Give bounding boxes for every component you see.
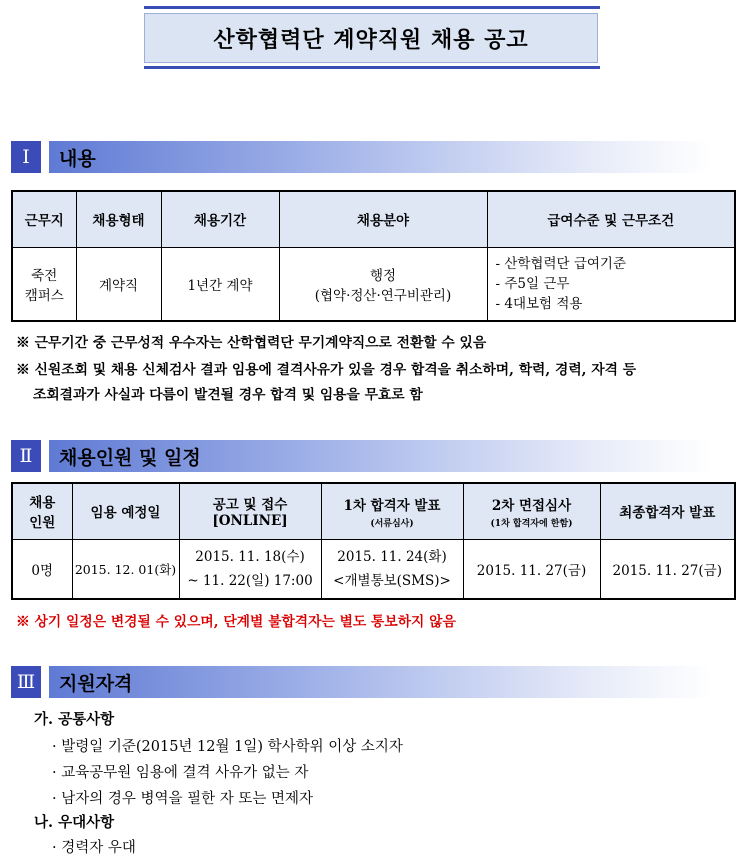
location-line2: 캠퍼스 (24, 287, 64, 304)
notice-line1: 공고 및 접수 (212, 497, 288, 514)
header-notice (179, 483, 321, 539)
notice-date: 2015. 11. 18(수) (195, 548, 305, 565)
notice-line2: [ONLINE] (212, 513, 288, 530)
cell-location (12, 247, 76, 321)
field-line1: 행정 (369, 267, 397, 284)
preference-item: · 경력자 우대 (52, 840, 136, 856)
section-title: 내용 (49, 141, 711, 173)
cell-final: 2015. 11. 27(금) (600, 539, 735, 599)
preference-title: 나. 우대사항 (34, 814, 115, 831)
notice-deadline: ~ 11. 22(일) 17:00 (187, 572, 313, 589)
field-line2: (협약·정산·연구비관리) (314, 287, 452, 304)
interview-line2: (1차 합격자에 한함) (490, 518, 573, 529)
note-disqualification: ※ 신원조회 및 채용 신체검사 결과 임용에 결격사유가 있을 경우 합격을 취소하며, 학력, 경력, 자격 등 (16, 362, 637, 378)
note-disqualification-cont: 조회결과가 사실과 다름이 발견될 경우 합격 및 임용을 무효로 함 (33, 387, 423, 403)
header-type: 채용형태 (76, 191, 161, 247)
condition-item: - 산학협력단 급여기준 (495, 255, 627, 272)
section-number: Ⅱ (11, 440, 41, 472)
count-line1: 채용 (29, 495, 56, 512)
cell-count: 0명 (12, 539, 72, 599)
title-bottom-rule (144, 66, 600, 69)
section-number: Ⅰ (11, 141, 41, 173)
header-field: 채용분야 (279, 191, 487, 247)
header-interview (463, 483, 600, 539)
header-count (12, 483, 72, 539)
cell-notice (179, 539, 321, 599)
header-conditions: 급여수준 및 근무조건 (487, 191, 735, 247)
requirement-item: · 교육공무원 임용에 결격 사유가 없는 자 (52, 765, 309, 781)
section-header-schedule (11, 440, 711, 472)
location-line1: 죽전 (31, 267, 58, 284)
content-table (11, 190, 736, 322)
cell-type: 계약직 (76, 247, 161, 321)
first-line1: 1차 합격자 발표 (343, 497, 441, 514)
condition-item: - 주5일 근무 (495, 275, 570, 292)
note-schedule-change: ※ 상기 일정은 변경될 수 있으며, 단계별 불합격자는 별도 통보하지 않음 (16, 614, 456, 630)
cell-interview: 2015. 11. 27(금) (463, 539, 600, 599)
cell-first-result (321, 539, 463, 599)
cell-period: 1년간 계약 (161, 247, 279, 321)
first-date: 2015. 11. 24(화) (337, 548, 447, 565)
section-title: 채용인원 및 일정 (49, 440, 711, 472)
title-top-rule (144, 6, 600, 9)
count-line2: 인원 (29, 515, 56, 532)
header-start: 임용 예정일 (72, 483, 179, 539)
page-title: 산학협력단 계약직원 채용 공고 (144, 13, 598, 63)
first-method: <개별통보(SMS)> (333, 572, 451, 589)
interview-line1: 2차 면접심사 (491, 497, 572, 514)
schedule-table (11, 482, 736, 600)
header-period: 채용기간 (161, 191, 279, 247)
cell-field (279, 247, 487, 321)
first-line2: (서류심사) (370, 518, 414, 529)
requirement-item: · 발령일 기준(2015년 12월 1일) 학사학위 이상 소지자 (52, 739, 403, 755)
header-location: 근무지 (12, 191, 76, 247)
condition-item: - 4대보험 적용 (495, 295, 583, 312)
header-first-result (321, 483, 463, 539)
cell-start: 2015. 12. 01(화) (72, 539, 179, 599)
section-title: 지원자격 (49, 666, 711, 698)
section-header-qualifications (11, 666, 711, 698)
cell-conditions (487, 247, 735, 321)
common-requirements-title: 가. 공통사항 (34, 711, 115, 728)
requirement-item: · 남자의 경우 병역을 필한 자 또는 면제자 (52, 791, 313, 807)
title-block (144, 6, 600, 68)
section-header-content (11, 141, 711, 173)
note-conversion: ※ 근무기간 중 근무성적 우수자는 산학협력단 무기계약직으로 전환할 수 있음 (16, 335, 487, 351)
section-number: Ⅲ (11, 666, 41, 698)
header-final: 최종합격자 발표 (600, 483, 735, 539)
